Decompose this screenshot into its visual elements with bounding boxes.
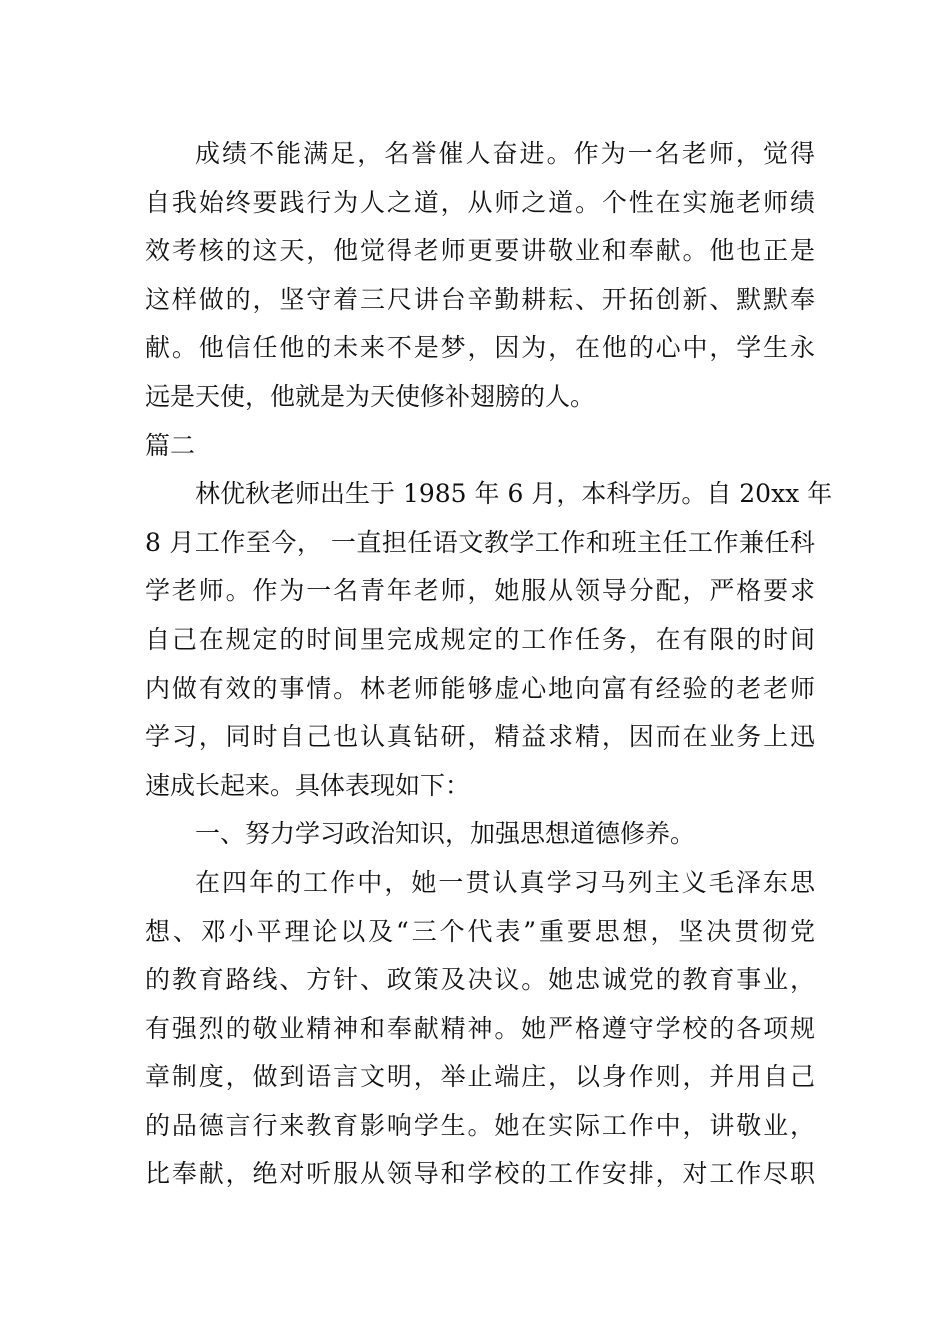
paragraph-politics xyxy=(145,859,815,1199)
text-line: 林优秋老师出生于 1985 年 6 月，本科学历。自 20xx 年 xyxy=(195,479,833,509)
text-line: 内做有效的事情。林老师能够虚心地向富有经验的老老师 xyxy=(145,673,815,703)
paragraph-praise xyxy=(145,130,815,422)
text-line: 学习，同时自己也认真钻研，精益求精，因而在业务上迅 xyxy=(145,722,815,752)
text-line: 献。他信任他的未来不是梦，因为，在他的心中，学生永 xyxy=(145,333,815,363)
text-line: 想、邓小平理论以及“三个代表”重要思想，坚决贯彻党 xyxy=(145,916,815,946)
text-line: 学老师。作为一名青年老师，她服从领导分配，严格要求 xyxy=(145,576,815,606)
text-line: 有强烈的敬业精神和奉献精神。她严格遵守学校的各项规 xyxy=(145,1013,815,1043)
text-line: 这样做的，坚守着三尺讲台辛勤耕耘、开拓创新、默默奉 xyxy=(145,284,815,314)
document-body xyxy=(145,130,833,1199)
paragraph-intro xyxy=(145,470,833,810)
section-heading xyxy=(145,422,815,471)
text-line: 远是天使，他就是为天使修补翅膀的人。 xyxy=(145,381,596,411)
subheading-politics xyxy=(145,810,815,859)
text-line: 速成长起来。具体表现如下： xyxy=(145,770,471,800)
text-line: 的教育路线、方针、政策及决议。她忠诚党的教育事业， xyxy=(145,965,815,995)
text-line: 效考核的这天，他觉得老师更要讲敬业和奉献。他也正是 xyxy=(145,236,815,266)
text-line: 自己在规定的时间里完成规定的工作任务，在有限的时间 xyxy=(145,624,815,654)
text-line: 成绩不能满足，名誉催人奋进。作为一名老师，觉得 xyxy=(195,139,815,168)
text-line: 一、努力学习政治知识，加强思想道德修养。 xyxy=(195,819,696,849)
section-heading-text: 篇二 xyxy=(145,430,196,460)
text-line: 在四年的工作中，她一贯认真学习马列主义毛泽东思 xyxy=(195,867,815,897)
text-line: 8 月工作至今， 一直担任语文教学工作和班主任工作兼任科 xyxy=(145,527,815,557)
text-line: 的品德言行来教育影响学生。她在实际工作中，讲敬业， xyxy=(145,1110,815,1140)
text-line: 自我始终要践行为人之道，从师之道。个性在实施老师绩 xyxy=(145,187,815,217)
text-line: 比奉献，绝对听服从领导和学校的工作安排，对工作尽职 xyxy=(145,1159,815,1189)
text-line: 章制度，做到语言文明，举止端庄，以身作则，并用自己 xyxy=(145,1062,815,1092)
